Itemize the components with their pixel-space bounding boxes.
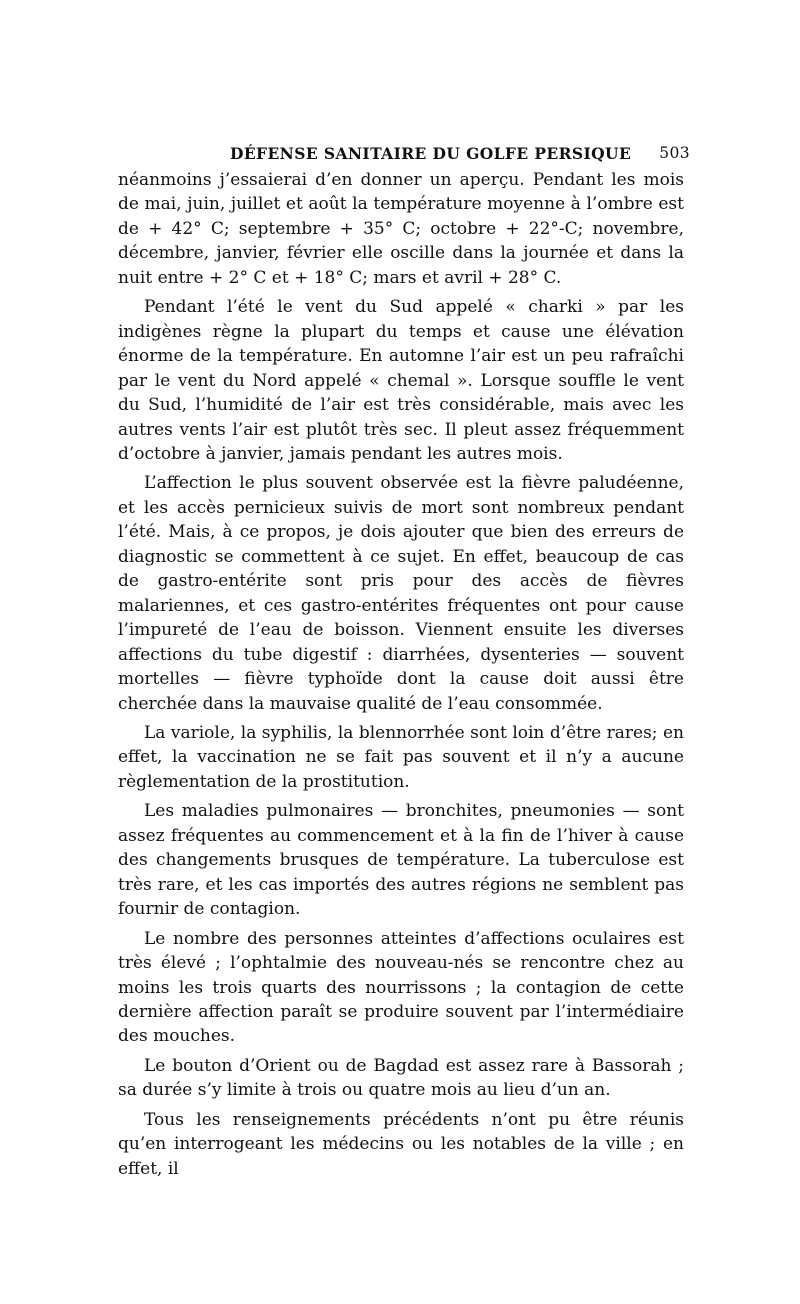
running-head [118, 140, 690, 168]
running-head-title: DÉFENSE SANITAIRE DU GOLFE PERSIQUE [230, 144, 632, 163]
paragraph-bouton-orient: Le bouton d’Orient ou de Bagdad est assez rare à Bassorah ; sa durée s’y limite à trois ou quatre mois au lieu d’un an. [118, 1055, 684, 1101]
paragraph-sources: Tous les renseignements précédents n’ont pu être réunis qu’en interrogeant les médecins ou les notables de la ville ; en effet, il [118, 1109, 684, 1179]
paragraph-malaria: L’affection le plus souvent observée est la fièvre paludéenne, et les accès pernicieux suivis de mort sont nombreux pendant l’été. Mais, à ce propos, je dois ajouter que bien des erreurs de diagnostic se commettent à ce sujet. En effet, beaucoup de cas de gastro-entérite sont pris pour des accès de fièvres malariennes, et ces gastro-entérites fréquentes ont pour cause l’impureté de l’eau de boisson. Viennent ensuite les diverses affections du tube digestif : diarrhées, dysenteries — souvent mortelles — fièvre typhoïde dont la cause doit aussi être cherchée dans la mauvaise qualité de l’eau consommée. [118, 473, 684, 714]
paragraph-ocular: Le nombre des personnes atteintes d’affections oculaires est très élevé ; l’ophtalmie des nouveau-nés se rencontre chez au moins les trois quarts des nourrissons ; la contagion de cette dernière affection paraît se produire souvent par l’intermédiaire des mouches. [118, 928, 684, 1047]
paragraph-temperatures: néanmoins j’essaierai d’en donner un aperçu. Pendant les mois de mai, juin, juillet et août la température moyenne à l’ombre est de + 42° C; septembre + 35° C; octobre + 22°-C; novembre, décembre, janvier, février elle oscille dans la journée et dans la nuit entre + 2° C et + 18° C; mars et avril + 28° C. [118, 170, 684, 288]
paragraph-pulmonary: Les maladies pulmonaires — bronchites, pneumonies — sont assez fréquentes au commencement et à la fin de l’hiver à cause des changements brusques de température. La tuberculose est très rare, et les cas importés des autres régions ne semblent pas fournir de contagion. [118, 801, 684, 920]
paragraph-winds: Pendant l’été le vent du Sud appelé « charki » par les indigènes règne la plupart du temps et cause une élévation énorme de la température. En automne l’air est un peu rafraîchi par le vent du Nord appelé « chemal ». Lorsque souffle le vent du Sud, l’humidité de l’air est très considérable, mais avec les autres vents l’air est plutôt très sec. Il pleut assez fréquemment d’octobre à janvier, jamais pendant les autres mois. [118, 297, 684, 464]
page-body [118, 140, 690, 1181]
page-number: 503 [659, 144, 690, 162]
paragraph-variole: La variole, la syphilis, la blennorrhée sont loin d’être rares; en effet, la vaccination ne se fait pas souvent et il n’y a aucune règlementation de la prostitution. [118, 722, 684, 792]
